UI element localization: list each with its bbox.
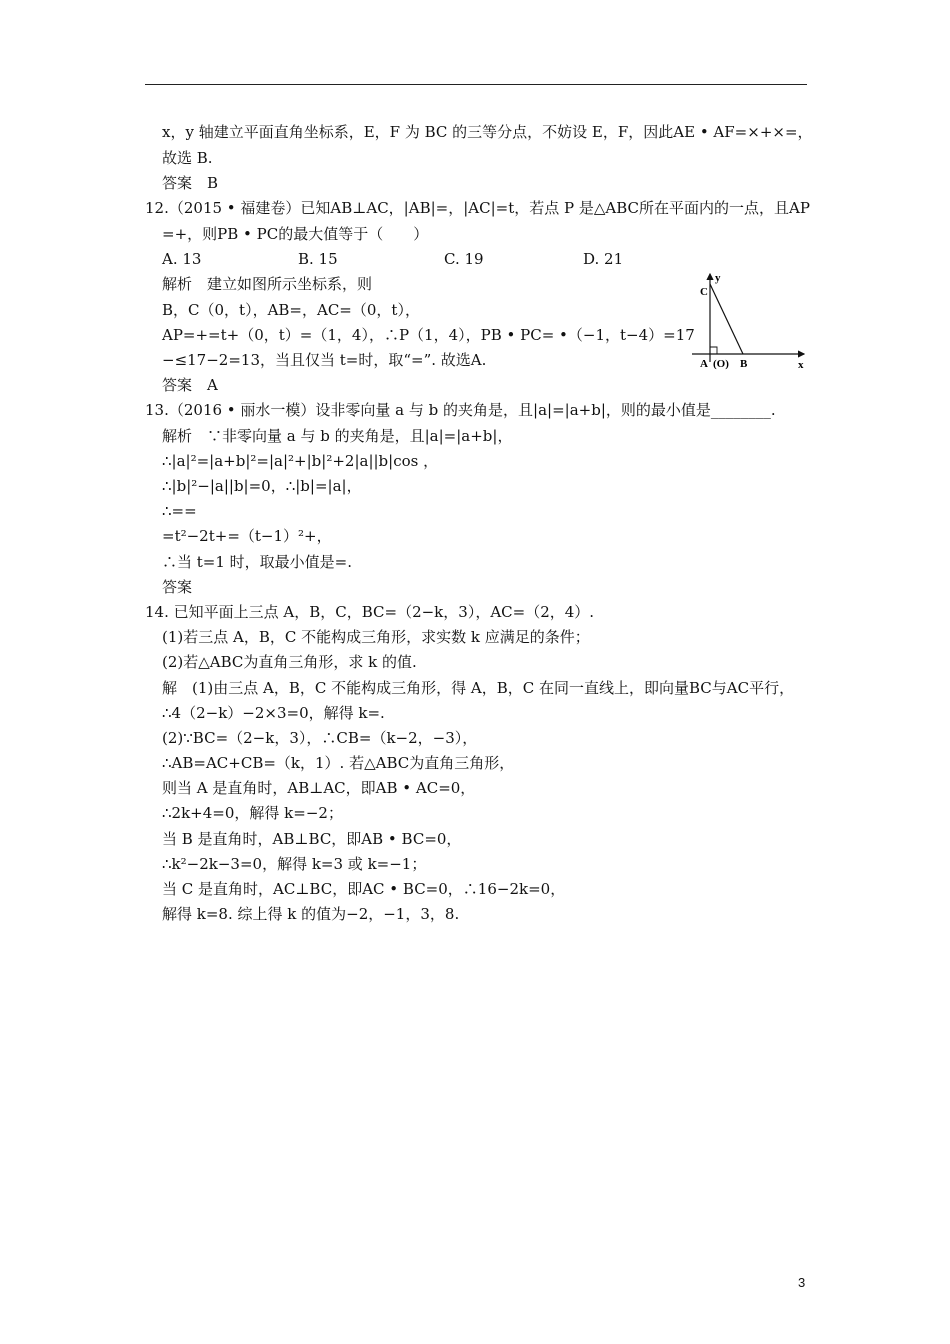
question-12: 12.（2015 • 福建卷）已知AB⊥AC，|AB|=，|AC|=t，若点 P 是△ABC所在平面内的一点，且AP	[145, 199, 810, 217]
label-y: y	[715, 272, 721, 284]
text-line: =t²−2t+=（t−1）²+，	[162, 527, 332, 545]
text-line: ∴当 t=1 时，取最小值是=.	[162, 553, 353, 571]
header-rule	[145, 84, 807, 85]
segment-cb	[710, 284, 743, 354]
text-line: 当 B 是直角时，AB⊥BC，即AB • BC=0，	[162, 830, 462, 848]
choice-c: C. 19	[444, 250, 484, 268]
text-line: ∴|b|²−|a||b|=0，∴|b|=|a|，	[162, 477, 362, 495]
text-line: B，C（0，t），AB=，AC=（0，t），	[162, 301, 420, 319]
text-line: ∴4（2−k）−2×3=0，解得 k=.	[162, 704, 385, 722]
text-line: 解析 ∵非零向量 a 与 b 的夹角是，且|a|=|a+b|，	[162, 427, 513, 445]
text-line: (2)若△ABC为直角三角形，求 k 的值.	[162, 653, 417, 671]
question-14: 14. 已知平面上三点 A，B，C，BC=（2−k，3），AC=（2，4）.	[145, 603, 595, 621]
page-number: 3	[798, 1275, 806, 1290]
text-line: −≤17−2=13，当且仅当 t=时，取“=”. 故选A.	[162, 351, 487, 369]
text-line: x，y 轴建立平面直角坐标系，E，F 为 BC 的三等分点，不妨设 E，F，因此AE • AF=×+×=，	[162, 123, 813, 141]
text-line: 故选 B.	[162, 149, 213, 167]
text-line: ∴==	[162, 502, 197, 520]
coordinate-diagram	[688, 270, 808, 372]
choice-b: B. 15	[298, 250, 338, 268]
text-line: AP=+=t+（0，t）=（1，4），∴P（1，4），PB • PC= •（−1，t−4）=17	[162, 326, 695, 344]
answer-line: 答案	[162, 578, 193, 596]
label-o: (O)	[713, 358, 729, 370]
choice-a: A. 13	[162, 250, 202, 268]
answer-line: 答案 A	[162, 376, 218, 394]
label-a: A	[700, 358, 708, 370]
text-line: 解得 k=8. 综上得 k 的值为−2，−1，3，8.	[162, 905, 460, 923]
text-line: 当 C 是直角时，AC⊥BC，即AC • BC=0，∴16−2k=0，	[162, 880, 566, 898]
answer-line: 答案 B	[162, 174, 219, 192]
text-line: 则当 A 是直角时，AB⊥AC，即AB • AC=0，	[162, 779, 476, 797]
text-line: 解 (1)由三点 A，B，C 不能构成三角形，得 A，B，C 在同一直线上，即向量BC与AC平行，	[162, 679, 795, 697]
text-line: ∴2k+4=0，解得 k=−2；	[162, 804, 343, 822]
right-angle-mark	[710, 347, 717, 354]
question-13: 13.（2016 • 丽水一模）设非零向量 a 与 b 的夹角是，且|a|=|a+b|，则的最小值是________.	[145, 401, 776, 419]
label-b: B	[740, 358, 748, 370]
text-line: =+，则PB • PC的最大值等于（ ）	[162, 225, 429, 243]
text-line: ∴k²−2k−3=0，解得 k=3 或 k=−1；	[162, 855, 427, 873]
text-line: (1)若三点 A，B，C 不能构成三角形，求实数 k 应满足的条件；	[162, 628, 590, 646]
label-x: x	[798, 359, 804, 371]
text-line: ∴AB=AC+CB=（k，1）. 若△ABC为直角三角形，	[162, 754, 515, 772]
choice-d: D. 21	[583, 250, 624, 268]
text-line: 解析 建立如图所示坐标系，则	[162, 275, 373, 293]
text-line: (2)∵BC=（2−k，3），∴CB=（k−2，−3），	[162, 729, 478, 747]
text-line: ∴|a|²=|a+b|²=|a|²+|b|²+2|a||b|cos ，	[162, 452, 439, 470]
label-c: C	[700, 286, 708, 298]
